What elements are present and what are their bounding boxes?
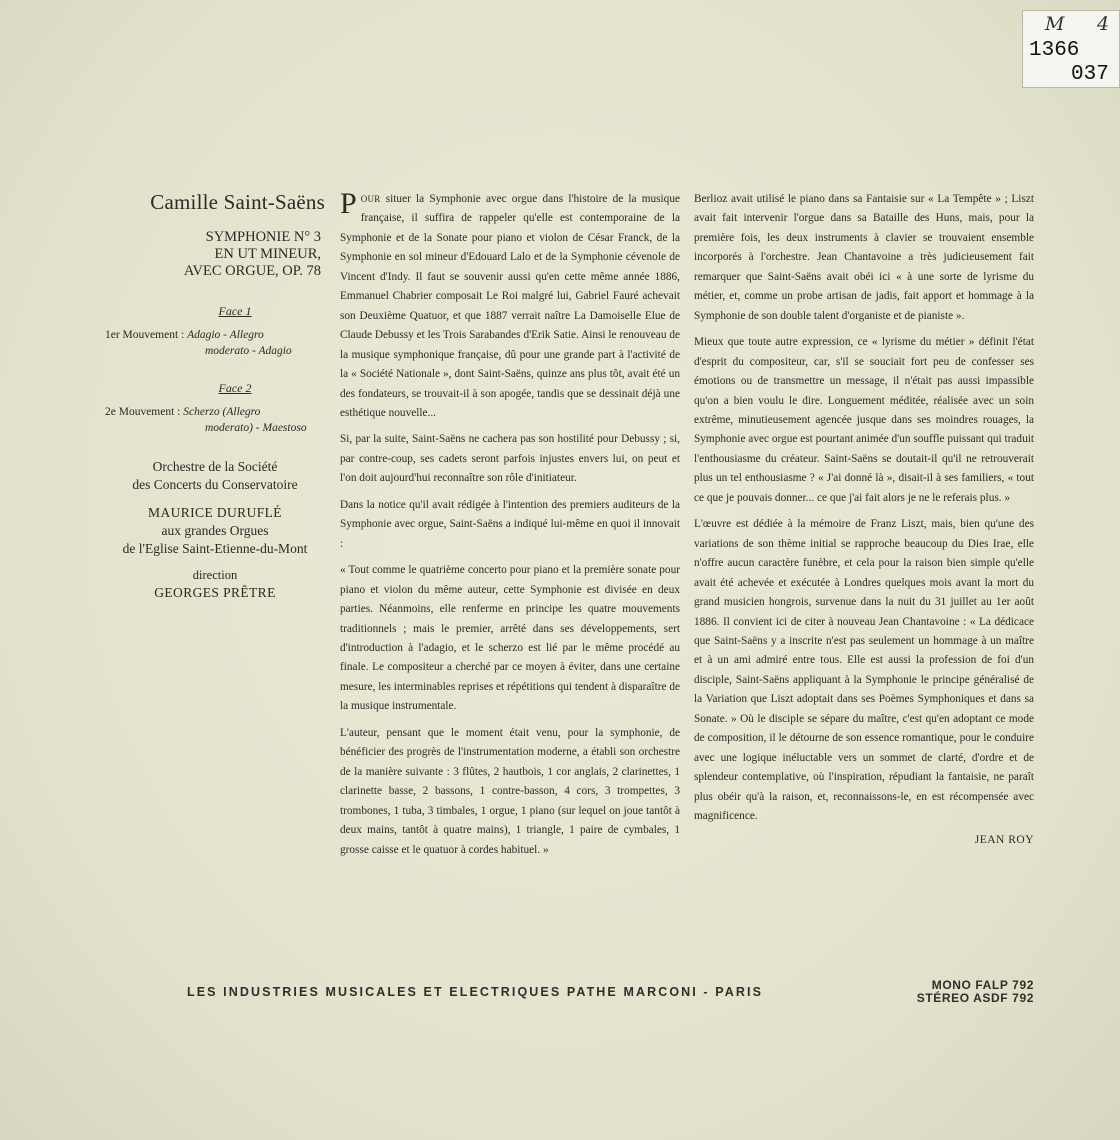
face-1-heading: Face 1 xyxy=(218,304,252,318)
stereo-catalog-number: STÉREO ASDF 792 xyxy=(916,991,1034,1005)
mono-catalog-number: MONO FALP 792 xyxy=(931,978,1034,992)
sticker-number-bottom: 037 xyxy=(1071,63,1109,86)
orchestra-credit xyxy=(105,458,325,494)
liner-paragraph: L'œuvre est dédiée à la mémoire de Franz Liszt, mais, bien qu'une des variations de son thème initial se rapproche beaucoup du Dies Irae, elle n'offre aucun caractère funèbre, et cela pour la raison bien simple qu'elle avait été achevée et exécutée à Londres quelques mois avant la mort du grand musicien hongrois, survenue dans la nuit du 31 juillet au 1er août 1886. Il convient ici de citer à nouveau Jean Chantavoine : « La dédicace que Saint-Saëns y a inscrite n'est pas seulement un hommage à un maître et à un ami admiré entre tous. Elle est aussi la profession de foi d'un disciple, Saint-Saëns appliquant à la Symphonie le principe généralisé de la Variation que Liszt adoptait dans ses Poèmes Symphoniques et dans sa Sonate. » Où le disciple se sépare du maître, c'est qu'en adoptant ce mode de composition, il le détourne de son essence romantique, pour le conduire avec une logique inéluctable vers un sommet de clarté, d'ordre et de splendeur contemplative, où l'inspiration, répudiant la fantaisie, ne paraît plus obéir qu'à la raison, et, reconnaissons-le, en est récompensée avec magnificence. xyxy=(694,518,1034,823)
liner-paragraph: Berlioz avait utilisé le piano dans sa Fantaisie sur « La Tempête » ; Liszt avait fait intervenir l'orgue dans sa Bataille des Huns, mais, pour la première fois, les deux instruments à clavier se trouvaient ensemble incorporés à l'orchestre. Jean Chantavoine a très judicieusement fait remarquer que Saint-Saëns avait obéi ici « à une sorte de lyrisme du métier, et, comme un probe artisan de jadis, fait apport et hommage à la Symphonie de son double talent d'organiste et de pianiste ». xyxy=(694,193,1034,322)
organist-credit xyxy=(105,504,325,558)
direction-label: direction xyxy=(192,568,238,582)
liner-paragraph: Si, par la suite, Saint-Saëns ne cachera pas son hostilité pour Debussy ; si, par contre-coup, ses cadets seront parfois injustes envers lui, on peut et l'on doit aujourd'hui reconnaître son rôle d'initiateur. xyxy=(340,433,680,485)
orchestra-line: des Concerts du Conservatoire xyxy=(132,477,298,492)
liner-notes-column-1 xyxy=(340,187,680,860)
work-title xyxy=(105,229,325,280)
liner-notes-column-2 xyxy=(694,190,1034,850)
work-title-line: SYMPHONIE N° 3 xyxy=(205,229,321,245)
orchestra-line: Orchestre de la Société xyxy=(152,459,278,474)
small-caps-word: OUR xyxy=(360,194,381,204)
liner-paragraph: Dans la notice qu'il avait rédigée à l'intention des premiers auditeurs de la Symphonie avec orgue, Saint-Saëns a indiqué lui-même en quoi il innovait : xyxy=(340,498,680,550)
work-title-line: EN UT MINEUR, xyxy=(214,246,321,262)
liner-paragraph xyxy=(340,187,680,423)
liner-paragraph: « Tout comme le quatrième concerto pour piano et la première sonate pour piano et violon du même auteur, cette Symphonie est divisée en deux parties. Néanmoins, elle renferme en principe les quatre mouvements traditionnels ; mais le premier, arrêté dans ses développements, sert d'introduction à l'adagio, et le scherzo est lié par le même procédé au finale. Le compositeur a cherché par ce moyen à éviter, dans une certaine mesure, les interminables reprises et répétitions qui tendent à disparaître de la musique instrumentale. xyxy=(340,564,680,713)
conductor-name: GEORGES PRÊTRE xyxy=(154,585,276,600)
paragraph-text: situer la Symphonie avec orgue dans l'histoire de la musique française, il suffira de rappeler qu'elle est contemporaine de la Symphonie et de la Sonate pour piano et violon de César Franck, de la Symphonie en sol mineur d'Edouard Lalo et de la Symphonie cévenole de Vincent d'Indy. Il faut se souvenir aussi qu'en cette même année 1886, Emmanuel Chabrier composait Le Roi malgré lui, Gabriel Fauré achevait son Deuxième Quatuor, et que 1887 verrait naître La Damoiselle Elue de Claude Debussy et les Trois Sarabandes d'Erik Satie. Ainsi le renouveau de la musique symphonique française, dû pour une grande part à l'activité de la « Société Nationale », dont Saint-Saëns, quinze ans plus tôt, avait été un des fondateurs, se trouvait-il à son apogée, tandis que se dessinait déjà une esthétique nouvelle... xyxy=(340,193,680,419)
organ-line: aux grandes Orgues xyxy=(161,523,269,538)
author-signature: JEAN ROY xyxy=(974,833,1034,846)
composer-name: Camille Saint-Saëns xyxy=(150,190,325,214)
catalog-numbers xyxy=(880,979,1034,1005)
catalog-sticker xyxy=(1022,10,1120,88)
organist-name: MAURICE DURUFLÉ xyxy=(148,505,282,520)
conductor-credit xyxy=(105,566,325,602)
sticker-number-top: 1366 xyxy=(1029,39,1080,62)
liner-paragraph: L'auteur, pensant que le moment était venu, pour la symphonie, de bénéficier des progrès de l'instrumentation moderne, a établi son orchestre de la manière suivante : 3 flûtes, 2 hautbois, 1 cor anglais, 2 clarinettes, 1 clarinette basse, 2 bassons, 1 contre-basson, 4 cors, 3 trompettes, 3 trombones, 1 tuba, 3 timbales, 1 orgue, 1 piano (sur lequel on joue tantôt à deux mains, tantôt à quatre mains), 1 triangle, 1 paire de cymbales, 1 grosse caisse et le quatuor à cordes habituel. » xyxy=(340,726,680,856)
face-1-movement xyxy=(105,327,325,359)
face-2-movement xyxy=(105,404,325,436)
work-title-line: AVEC ORGUE, OP. 78 xyxy=(183,263,321,279)
movement-tempo-cont: moderato) - Maestoso xyxy=(205,422,307,434)
movement-tempo: Scherzo (Allegro xyxy=(183,406,261,418)
sticker-handwritten-digit: 4 xyxy=(1097,13,1110,35)
publisher-line: LES INDUSTRIES MUSICALES ET ELECTRIQUES PATHE MARCONI - PARIS xyxy=(187,985,764,999)
sticker-handwritten-letter: M xyxy=(1045,13,1065,35)
liner-paragraph: Mieux que toute autre expression, ce « lyrisme du métier » définit l'état d'esprit du compositeur, car, s'il se souciait fort peu de confesser ses émotions ou de transmettre un message, il n'était pas aussi impassible qu'on a bien voulu le dire. Longuement méditée, réalisée avec un soin extrême, minutieusement agencée jusque dans ses moindres rouages, la Symphonie avec orgue est pourtant animée d'un souffle puissant qui traduit l'enthousiasme du créateur. Saint-Saëns se doutait-il qu'il ne retrouverait plus un tel enthousiasme ? « J'ai donné là », disait-il à ses familiers, « tout ce que je pouvais donner... ce que j'ai fait alors je ne le referais plus. » xyxy=(694,336,1034,504)
movement-tempo: Adagio - Allegro xyxy=(187,329,264,341)
organ-line: de l'Eglise Saint-Etienne-du-Mont xyxy=(122,541,308,556)
movement-label: 2e Mouvement : xyxy=(105,406,181,418)
movement-tempo-cont: moderato - Adagio xyxy=(205,345,292,357)
drop-cap: P xyxy=(340,187,357,220)
movement-label: 1er Mouvement : xyxy=(105,329,185,341)
program-credits xyxy=(105,190,325,602)
face-2-heading: Face 2 xyxy=(218,381,252,395)
